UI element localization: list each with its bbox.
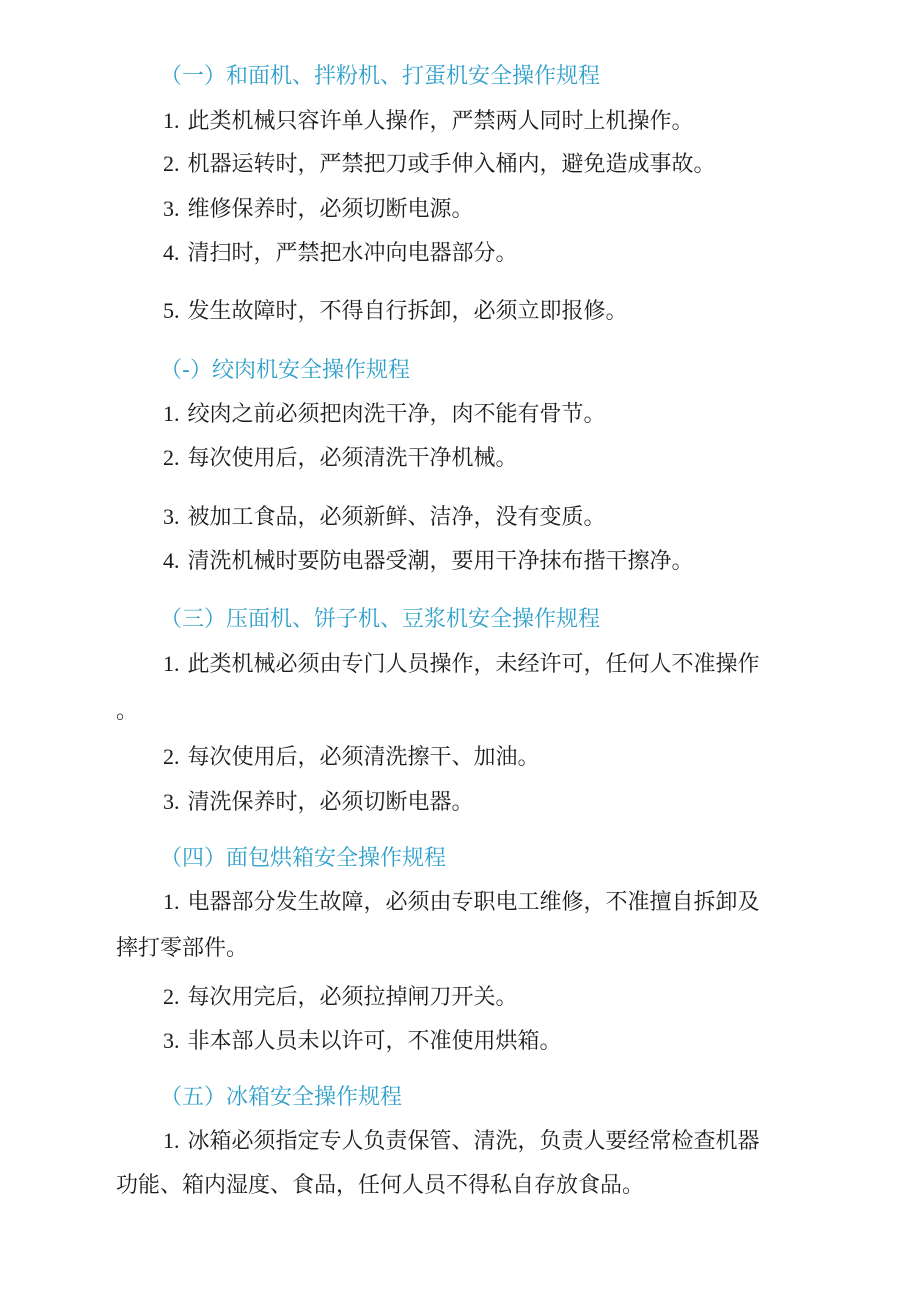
item-number: 2. — [163, 151, 180, 176]
item-text: 每次用完后，必须拉掉闸刀开关。 — [187, 985, 518, 1010]
item-number: 3. — [163, 504, 180, 529]
list-item — [163, 787, 474, 818]
list-item — [163, 982, 518, 1013]
item-text: 发生故障时，不得自行拆卸，必须立即报修。 — [187, 299, 628, 324]
item-text: 清扫时，严禁把水冲向电器部分。 — [187, 241, 518, 266]
list-item — [163, 1026, 562, 1057]
list-item-continuation: 摔打零部件。 — [116, 936, 249, 961]
list-item — [163, 149, 716, 180]
item-number: 5. — [163, 298, 180, 323]
list-item — [163, 106, 694, 137]
item-text: 每次使用后，必须清洗干净机械。 — [187, 446, 518, 471]
list-item — [163, 502, 606, 533]
item-text: 此类机械必须由专门人员操作，未经许可，任何人不准操作 — [187, 652, 760, 677]
item-number: 3. — [163, 789, 180, 814]
list-item — [163, 742, 540, 773]
item-text: 清洗保养时，必须切断电器。 — [187, 790, 474, 815]
list-item — [163, 238, 518, 269]
item-number: 1. — [163, 108, 180, 133]
list-item — [163, 399, 606, 430]
item-number: 2. — [163, 445, 180, 470]
list-item — [163, 443, 518, 474]
item-number: 3. — [163, 1028, 180, 1053]
section-heading: （五）冰箱安全操作规程 — [160, 1085, 403, 1110]
item-number: 2. — [163, 984, 180, 1009]
list-item — [163, 887, 760, 918]
item-text: 非本部人员未以许可，不准使用烘箱。 — [187, 1029, 562, 1054]
item-text: 每次使用后，必须清洗擦干、加油。 — [187, 745, 540, 770]
item-text: 冰箱必须指定专人负责保管、清洗，负责人要经常检查机器 — [187, 1129, 760, 1154]
item-text: 清洗机械时要防电器受潮，要用干净抹布揩干擦净。 — [187, 549, 694, 574]
section-heading: （-）绞肉机安全操作规程 — [160, 358, 410, 383]
item-number: 1. — [163, 1128, 180, 1153]
item-number: 2. — [163, 744, 180, 769]
list-item — [163, 546, 694, 577]
list-item-continuation: 功能、箱内湿度、食品，任何人员不得私自存放食品。 — [116, 1173, 645, 1198]
item-number: 4. — [163, 548, 180, 573]
item-text: 此类机械只容许单人操作，严禁两人同时上机操作。 — [187, 109, 694, 134]
list-item — [163, 649, 760, 680]
list-item — [163, 194, 474, 225]
item-text: 绞肉之前必须把肉洗干净，肉不能有骨节。 — [187, 402, 606, 427]
item-number: 1. — [163, 651, 180, 676]
item-text: 被加工食品，必须新鲜、洁净，没有变质。 — [187, 505, 606, 530]
item-number: 1. — [163, 889, 180, 914]
section-heading: （一）和面机、拌粉机、打蛋机安全操作规程 — [160, 64, 601, 89]
section-heading: （四）面包烘箱安全操作规程 — [160, 846, 447, 871]
item-text: 机器运转时，严禁把刀或手伸入桶内，避免造成事故。 — [187, 152, 716, 177]
list-item — [163, 1126, 760, 1157]
list-item-continuation: 。 — [116, 699, 139, 724]
section-heading: （三）压面机、饼子机、豆浆机安全操作规程 — [160, 607, 601, 632]
item-text: 维修保养时，必须切断电源。 — [187, 197, 474, 222]
item-number: 3. — [163, 196, 180, 221]
item-text: 电器部分发生故障，必须由专职电工维修，不准擅自拆卸及 — [187, 890, 760, 915]
list-item — [163, 296, 628, 327]
item-number: 4. — [163, 240, 180, 265]
item-number: 1. — [163, 401, 180, 426]
